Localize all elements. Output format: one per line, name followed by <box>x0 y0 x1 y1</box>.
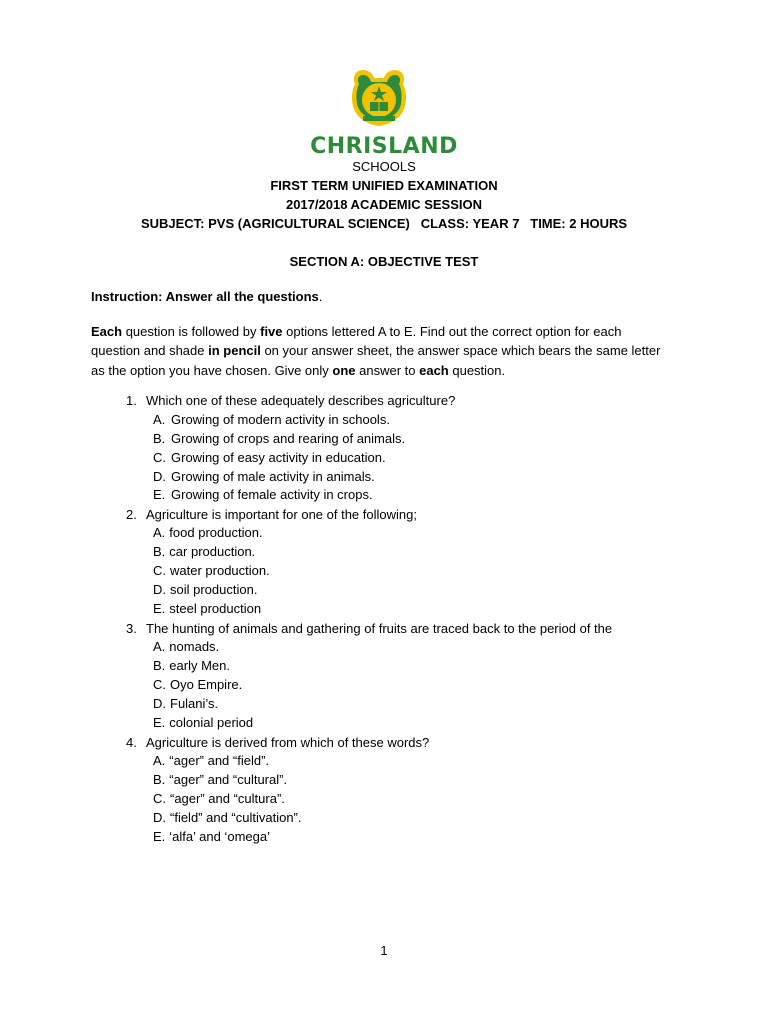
question-3 <box>126 621 612 637</box>
option-letter: C. <box>153 791 166 806</box>
exam-title: FIRST TERM UNIFIED EXAMINATION <box>270 178 498 193</box>
q4-option-b <box>153 772 287 788</box>
option-text: food production. <box>169 525 263 540</box>
question-1 <box>126 393 455 409</box>
q2-option-d <box>153 582 257 598</box>
subject-line: SUBJECT: PVS (AGRICULTURAL SCIENCE) CLASS: YEAR 7 TIME: 2 HOURS <box>140 216 628 231</box>
option-text: Growing of female activity in crops. <box>171 487 373 502</box>
instruction-line <box>91 289 322 305</box>
instruction-period: . <box>318 289 323 304</box>
option-letter: E. <box>153 829 166 844</box>
question-number: 4. <box>126 735 137 750</box>
para-bold-five: five <box>260 324 283 339</box>
option-text: steel production <box>169 601 262 616</box>
q3-option-a <box>153 639 219 655</box>
q1-option-a <box>153 412 390 428</box>
option-text: soil production. <box>170 582 258 597</box>
option-letter: E. <box>153 601 166 616</box>
option-text: car production. <box>169 544 256 559</box>
school-wordmark: CHRISLAND <box>310 134 458 159</box>
option-letter: A. <box>153 525 166 540</box>
q2-option-b <box>153 544 255 560</box>
para-bold-each-2: each <box>419 362 449 378</box>
option-text: Growing of male activity in animals. <box>171 469 375 484</box>
question-text: Which one of these adequately describes agriculture? <box>146 393 456 408</box>
option-letter: D. <box>153 810 166 825</box>
question-number: 3. <box>126 621 137 636</box>
option-text: Fulani’s. <box>170 696 219 711</box>
para-text: question is followed by <box>122 324 261 339</box>
option-text: Growing of easy activity in education. <box>171 450 386 465</box>
option-letter: D. <box>153 696 166 711</box>
question-number: 1. <box>126 393 137 408</box>
option-letter: B. <box>153 772 166 787</box>
q3-option-c <box>153 677 242 693</box>
crest-icon <box>349 66 409 128</box>
q2-option-e <box>153 601 261 617</box>
option-text: ‘alfa’ and ‘omega’ <box>169 829 270 844</box>
instruction-label: Instruction: Answer all the questions <box>91 289 319 304</box>
option-text: Growing of crops and rearing of animals. <box>171 431 406 446</box>
option-letter: E. <box>153 487 166 502</box>
option-letter: B. <box>153 544 166 559</box>
para-bold-in-pencil: in pencil <box>208 343 261 359</box>
option-text: nomads. <box>169 639 220 654</box>
instruction-paragraph <box>91 322 671 380</box>
option-letter: D. <box>153 582 166 597</box>
para-bold-one: one <box>332 362 356 378</box>
option-text: “ager” and “field”. <box>169 753 270 768</box>
option-text: water production. <box>170 563 270 578</box>
q1-option-b <box>153 431 405 447</box>
option-letter: D. <box>153 469 166 484</box>
option-letter: C. <box>153 677 166 692</box>
para-text: answer to <box>355 362 420 378</box>
para-text: question. <box>448 362 506 378</box>
q1-option-c <box>153 450 386 466</box>
q4-option-d <box>153 810 302 826</box>
q4-option-c <box>153 791 285 807</box>
section-title: SECTION A: OBJECTIVE TEST <box>289 254 479 269</box>
question-text: The hunting of animals and gathering of fruits are traced back to the period of the <box>146 621 613 636</box>
question-4 <box>126 735 429 751</box>
option-text: Growing of modern activity in schools. <box>171 412 390 427</box>
option-letter: B. <box>153 431 166 446</box>
q4-option-a <box>153 753 269 769</box>
q1-option-d <box>153 469 375 485</box>
option-letter: E. <box>153 715 166 730</box>
option-text: early Men. <box>169 658 230 673</box>
option-text: colonial period <box>169 715 254 730</box>
q1-option-e <box>153 487 373 503</box>
school-crest-logo <box>349 66 409 128</box>
option-text: “ager” and “cultura”. <box>170 791 285 806</box>
option-text: “field” and “cultivation”. <box>170 810 302 825</box>
para-text: options lettered A to E. Find out the correct option for each question and shade <box>91 324 622 359</box>
q3-option-d <box>153 696 218 712</box>
option-letter: C. <box>153 563 166 578</box>
option-letter: A. <box>153 639 166 654</box>
option-letter: B. <box>153 658 166 673</box>
question-2 <box>126 507 417 523</box>
q2-option-c <box>153 563 270 579</box>
option-text: Oyo Empire. <box>170 677 243 692</box>
question-text: Agriculture is important for one of the following; <box>146 507 417 522</box>
page-number: 1 <box>380 943 388 958</box>
para-bold-each: Each <box>91 324 123 339</box>
option-text: “ager” and “cultural”. <box>169 772 288 787</box>
option-letter: C. <box>153 450 166 465</box>
schools-label: SCHOOLS <box>352 159 416 174</box>
q3-option-e <box>153 715 253 731</box>
q2-option-a <box>153 525 263 541</box>
option-letter: A. <box>153 412 166 427</box>
academic-session: 2017/2018 ACADEMIC SESSION <box>285 197 483 212</box>
question-number: 2. <box>126 507 137 522</box>
question-text: Agriculture is derived from which of these words? <box>146 735 430 750</box>
q4-option-e <box>153 829 270 845</box>
q3-option-b <box>153 658 230 674</box>
option-letter: A. <box>153 753 166 768</box>
para-text: on your answer sheet, the answer space which bears the same letter as the option you have chosen. Give only <box>91 343 661 378</box>
